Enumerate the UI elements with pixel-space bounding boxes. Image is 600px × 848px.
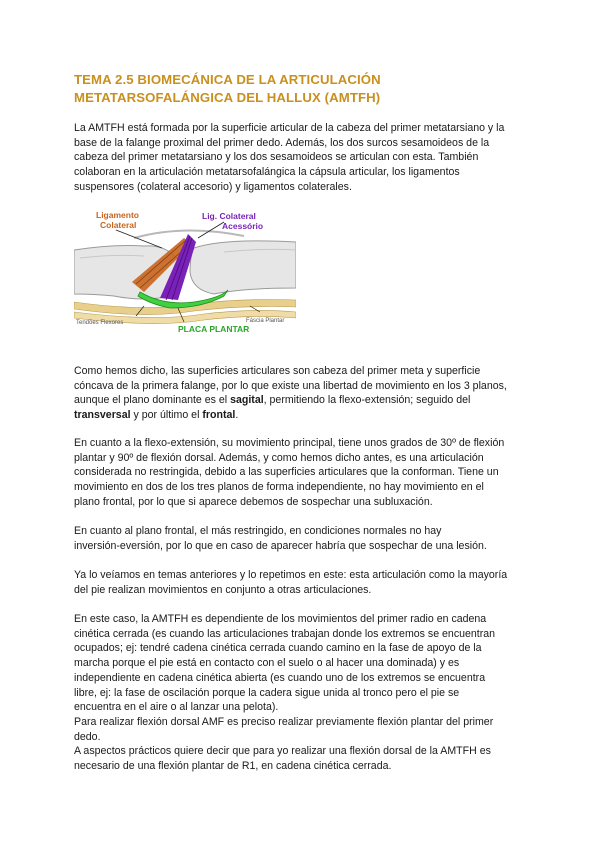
figure-label-ligamento: Ligamento [96, 210, 139, 220]
text-line: Como hemos dicho, las superficies articulares son cabeza del primer meta y superficie [74, 365, 481, 377]
text-line: considerada no restringida, debido a las superficies articulares que la conforman. Tiene un [74, 466, 499, 479]
text-line: En cuanto al plano frontal, el más restringido, en condiciones normales no hay [74, 525, 442, 537]
text-fragment: , permitiendo la flexo-extensión; seguido del [263, 394, 471, 407]
text-line [74, 393, 536, 408]
text-line: En este caso, la AMTFH es dependiente de los movimientos del primer radio en cadena [74, 613, 487, 625]
figure-label-colateral: Colateral [100, 220, 137, 230]
kinetic-chain-paragraph [74, 612, 536, 774]
figure-label-tendoes: Tendões Flexores [76, 320, 124, 326]
frontal-plane-paragraph [74, 524, 536, 553]
title-line: TEMA 2.5 BIOMECÁNICA DE LA ARTICULACIÓN [74, 72, 381, 87]
text-fragment: . [235, 409, 239, 422]
text-line: plantar y 90º de flexión dorsal. Además, y como hemos dicho antes, es una articulación [74, 451, 484, 464]
intro-paragraph [74, 121, 536, 195]
text-line: independiente en cadena cinética abierta (es cuando uno de los extremos se encuentra [74, 671, 486, 684]
text-fragment: y por último el [130, 409, 203, 422]
text-line: colaboran en la articulación metatarsofalángica la cápsula articular, los ligamentos [74, 166, 460, 179]
text-line: movimiento en dos de los tres planos de forma independiente, no hay movimiento en el [74, 481, 484, 494]
text-line: Para realizar flexión dorsal AMF es preciso realizar previamente flexión plantar del primer [74, 715, 494, 728]
bold-term-sagital: sagital [230, 394, 264, 407]
title-line: METATARSOFALÁNGICA DEL HALLUX (AMTFH) [74, 90, 381, 105]
text-line: plano frontal, por lo que si aparece debemos de sospechar una subluxación. [74, 495, 433, 508]
anatomy-figure [74, 208, 296, 334]
bold-term-frontal: frontal [202, 409, 236, 422]
text-line: cabeza del primer metatarsiano y los dos sesamoideos se articulan con esta. También [74, 151, 479, 164]
figure-label-placa: PLACA PLANTAR [178, 324, 250, 334]
figure-label-fascia: Fáscia Plantar [246, 318, 285, 324]
text-line: Ya lo veíamos en temas anteriores y lo repetimos en este: esta articulación como la mayoría [74, 569, 508, 581]
text-line: inversión-eversión, por lo que en caso de aparecer habría que sospechar de una lesión. [74, 539, 487, 552]
text-line: marcha porque el pie está en contacto con el suelo o al hacer una dominada) y es [74, 657, 460, 670]
text-line: En cuanto a la flexo-extensión, su movimiento principal, tiene unos grados de 30º de flexión [74, 437, 505, 449]
text-line: cinética cerrada (es cuando las articulaciones trabajan donde los extremos se encuentran [74, 627, 496, 640]
planes-paragraph [74, 364, 536, 423]
flexo-extension-paragraph [74, 436, 536, 510]
figure-label-accesorio: Acessório [222, 221, 264, 231]
text-line: encuentra en el aire o al lanzar una pelota). [74, 701, 279, 714]
joint-movement-paragraph [74, 568, 536, 597]
text-line: suspensores (colateral accesorio) y ligamentos colaterales. [74, 180, 352, 193]
text-line: base de la falange proximal del primer dedo. Además, los dos surcos sesamoideos de la [74, 136, 490, 149]
text-line: A aspectos prácticos quiere decir que para yo realizar una flexión dorsal de la AMTFH es [74, 745, 491, 758]
document-title [74, 71, 534, 107]
text-line [74, 408, 536, 423]
text-line: cóncava de la primera falange, por lo que existe una libertad de movimiento en los 3 planos, [74, 379, 507, 392]
text-line: dedo. [74, 730, 101, 743]
figure-label-lig-colateral: Lig. Colateral [202, 211, 256, 221]
bold-term-transversal: transversal [74, 409, 131, 422]
text-line: ocupados; ej: tendré cadena cinética cerrada cuando camino en la fase de apoyo de la [74, 642, 482, 655]
text-line: libre, ej: la fase de oscilación porque la cadera sigue unida al tronco pero el pie se [74, 686, 460, 699]
text-line: necesario de una flexión plantar de R1, en cadena cinética cerrada. [74, 760, 392, 773]
text-fragment: aunque el plano dominante es el [74, 394, 231, 407]
text-line: La AMTFH está formada por la superficie articular de la cabeza del primer metatarsiano y la [74, 122, 505, 134]
text-line: del pie realizan movimientos en conjunto a otras articulaciones. [74, 583, 372, 596]
